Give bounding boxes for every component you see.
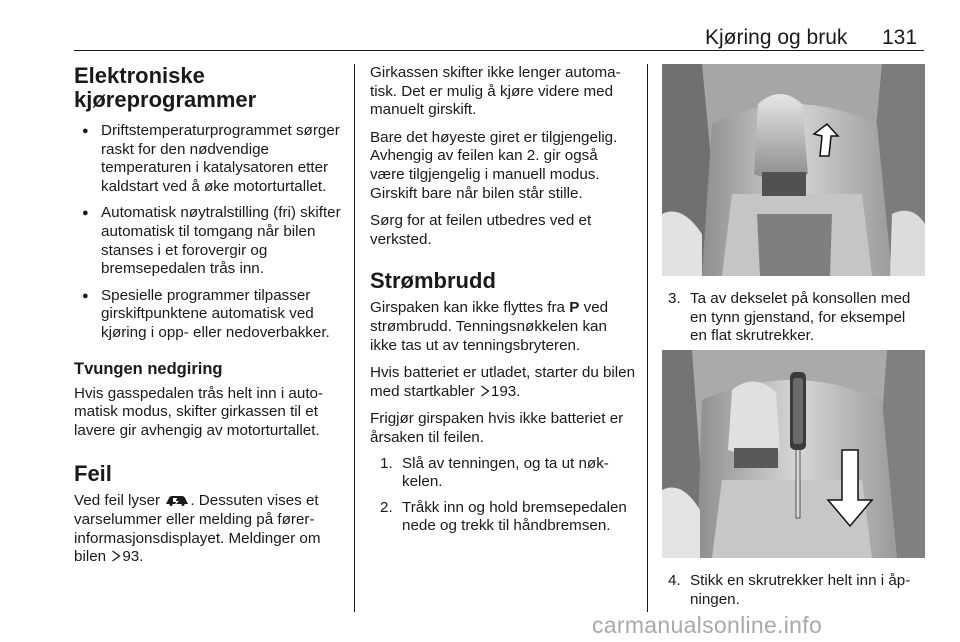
list-item	[668, 290, 926, 346]
paragraph-fault	[74, 492, 342, 566]
text: ved strømbrudd. Tenningsnøkkelen kan ikke tas ut av tenningsbryteren.	[370, 299, 609, 354]
bullet-list	[74, 122, 342, 343]
column-divider-1	[354, 64, 355, 612]
column-divider-2	[647, 64, 648, 612]
paragraph: Frigjør girspaken hvis ikke batteriet er årsaken til feilen.	[370, 410, 624, 446]
step-text: Tråkk inn og hold bremsepedalen nede og trekk til håndbremsen.	[402, 498, 627, 535]
page-reference[interactable]: 93.	[122, 548, 144, 566]
screwdriver-insertion-photo	[662, 350, 925, 558]
step-text: Stikk en skrutrekker helt inn i åpningen.	[690, 572, 911, 608]
paragraph: Hvis gasspedalen trås helt inn i automatisk modus, skifter girkassen til et lavere gir avhengig av motorturtallet.	[74, 384, 324, 439]
list-item	[668, 572, 926, 609]
paragraph	[370, 364, 636, 401]
page-number: 131	[882, 26, 918, 49]
sub-heading-kickdown: Tvungen nedgiring	[74, 359, 223, 378]
step-number: 3.	[668, 290, 681, 307]
paragraph: Girkassen skifter ikke lenger automatisk. Det er mulig å kjøre videre med manuelt girskift.	[370, 64, 621, 119]
text: Hvis batteriet er utladet, starter du bilen med startkabler	[370, 364, 636, 400]
text: Ved feil lyser	[74, 492, 161, 510]
step-list	[668, 290, 926, 346]
step-number: 1.	[380, 454, 393, 472]
section-heading-power-failure: Strømbrudd	[370, 268, 496, 294]
header-rule	[74, 50, 924, 51]
step-4-block	[668, 572, 926, 616]
list-item: ● Spesielle programmer tilpasser girskiftpunktene automatisk ved kjøring i opp- eller nedoverbakker.	[74, 287, 342, 343]
step-text: Ta av dekselet på konsollen med en tynn gjenstand, for eksempel en flat skrutrekker.	[690, 290, 911, 345]
column-1	[74, 64, 342, 576]
gear-lever-cover-photo	[662, 64, 925, 276]
page-reference-icon	[480, 384, 490, 396]
header-title: Kjøring og bruk	[705, 26, 848, 49]
watermark: carmanualsonline.info	[592, 612, 823, 638]
page-reference[interactable]: 193.	[490, 382, 521, 400]
section-heading-fault: Feil	[74, 461, 112, 487]
list-item	[380, 455, 636, 492]
paragraph	[370, 299, 636, 355]
page-reference-icon	[111, 549, 121, 561]
step-number: 4.	[668, 572, 681, 589]
step-text: Slå av tenningen, og ta ut nøkkelen.	[402, 454, 609, 491]
list-item	[380, 499, 636, 536]
list-item: ● Driftstemperaturprogrammet sørger raskt for den nødvendige temperaturen i katalysatoren etter kaldstart ved å øke motorturtallet.	[74, 122, 342, 196]
step-3-block	[668, 290, 926, 353]
step-list	[668, 572, 926, 609]
column-2	[370, 64, 636, 543]
paragraph: Bare det høyeste giret er tilgjengelig. Avhengig av feilen kan 2. gir også være tilgjengelig i manuell modus. Girskift bare når bilen står stille.	[370, 128, 618, 202]
paragraph: Sørg for at feilen utbedres ved et verksted.	[370, 212, 592, 248]
step-list	[370, 455, 636, 536]
transmission-warning-icon	[164, 493, 190, 505]
gear-p-label: P	[569, 299, 580, 317]
text: . Dessuten vises et varselummer eller melding på førerinformasjonsdisplayet. Meldinger om bilen	[74, 492, 321, 566]
section-heading-drive-programs: Elektroniske kjøreprogrammer	[74, 63, 257, 112]
list-item: ● Automatisk nøytralstilling (fri) skifter automatisk til tomgang når bilen stanses i et forovergir og bremsepedalen trås inn.	[74, 204, 342, 278]
text: Girspaken kan ikke flyttes fra	[370, 299, 565, 317]
step-number: 2.	[380, 498, 393, 516]
